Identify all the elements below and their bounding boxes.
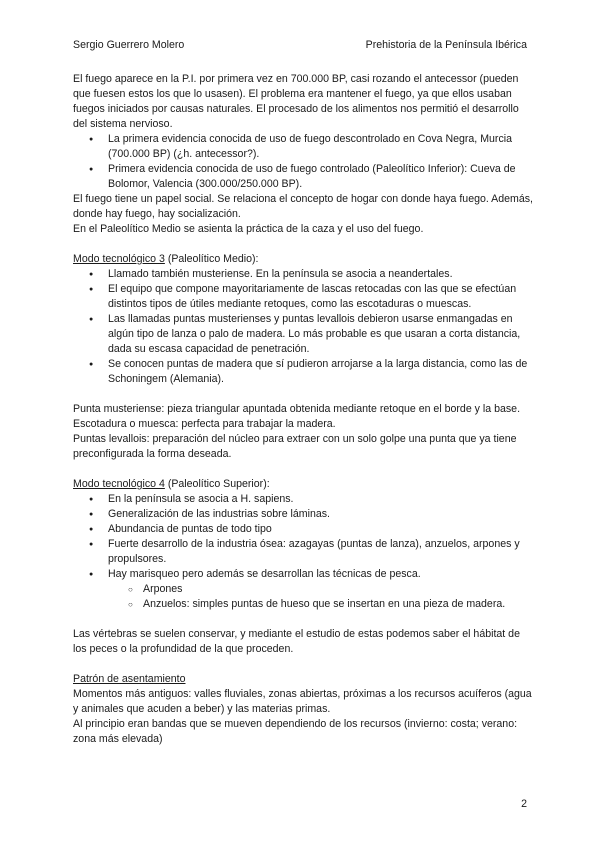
list-item: ● Las llamadas puntas musterienses y puntas levallois debieron usarse enmangadas en algún tipo de lanza o palo de madera. Lo más probable es que usaran a corta distancia, dada su escasa capacidad de penetración.	[73, 312, 535, 357]
mode4-bullet-list	[73, 492, 535, 582]
sub-list-item: ○ Anzuelos: simples puntas de hueso que se insertan en una pieza de madera.	[73, 597, 535, 612]
mode3-period: (Paleolítico Medio):	[164, 253, 259, 265]
fire-intro: El fuego aparece en la P.I. por primera vez en 700.000 BP, casi rozando el antecessor (pueden que fuesen estos los que lo usasen). El problema era mantener el fuego, ya que ellos usaban fuegos iniciados por causas naturales. El procesado de los alimentos nos permitió el desarrollo del sistema nervioso.	[73, 73, 519, 130]
mode4-sub-bullet-list	[73, 582, 535, 612]
list-item: ● Fuerte desarrollo de la industria ósea: azagayas (puntas de lanza), anzuelos, arpones y propulsores.	[73, 537, 535, 567]
settlement-p2: Al principio eran bandas que se mueven dependiendo de los recursos (invierno: costa; verano: zona más elevada)	[73, 718, 518, 745]
fire-middle-paleolithic: En el Paleolítico Medio se asienta la práctica de la caza y el uso del fuego.	[73, 223, 424, 235]
page-content	[73, 72, 535, 747]
definition-escotadura: Escotadura o muesca: perfecta para trabajar la madera.	[73, 418, 336, 430]
settlement-heading-line	[73, 672, 535, 687]
list-item: ● En la península se asocia a H. sapiens.	[73, 492, 535, 507]
mode4-heading-line	[73, 477, 535, 492]
list-item: ● Hay marisqueo pero además se desarrollan las técnicas de pesca.	[73, 567, 535, 582]
header-author: Sergio Guerrero Molero	[73, 39, 185, 51]
header-title: Prehistoria de la Península Ibérica	[365, 39, 527, 51]
mode3-heading-line	[73, 252, 535, 267]
mode4-period: (Paleolítico Superior):	[164, 478, 270, 490]
page-number: 2	[521, 798, 527, 810]
vertebrae-paragraph: Las vértebras se suelen conservar, y mediante el estudio de estas podemos saber el hábitat de los peces o la profundidad de la que proceden.	[73, 628, 520, 655]
list-item: ● Generalización de las industrias sobre láminas.	[73, 507, 535, 522]
settlement-heading: Patrón de asentamiento	[73, 673, 186, 685]
settlement-p1: Momentos más antiguos: valles fluviales, zonas abiertas, próximas a los recursos acuíferos (agua y animales que acuden a beber) y las materias primas.	[73, 688, 532, 715]
list-item: ● Abundancia de puntas de todo tipo	[73, 522, 535, 537]
mode3-heading: Modo tecnológico 3	[73, 253, 165, 265]
list-item: ● El equipo que compone mayoritariamente de lascas retocadas con las que se efectúan distintos tipos de útiles mediante retoques, como las escotaduras o muescas.	[73, 282, 535, 312]
fire-social: El fuego tiene un papel social. Se relaciona el concepto de hogar con donde haya fuego. Además, donde hay fuego, hay socialización.	[73, 193, 533, 220]
definition-levallois: Puntas levallois: preparación del núcleo para extraer con un solo golpe una punta que ya tiene preconfigurada la forma deseada.	[73, 433, 517, 460]
fire-bullet-list	[73, 132, 535, 192]
definition-musteriense: Punta musteriense: pieza triangular apuntada obtenida mediante retoque en el borde y la base.	[73, 403, 521, 415]
mode3-bullet-list	[73, 267, 535, 387]
list-item: ● Primera evidencia conocida de uso de fuego controlado (Paleolítico Inferior): Cueva de Bolomor, Valencia (300.000/250.000 BP).	[73, 162, 535, 192]
sub-list-item: ○ Arpones	[73, 582, 535, 597]
list-item: ● Se conocen puntas de madera que sí pudieron arrojarse a la larga distancia, como las de Schoningem (Alemania).	[73, 357, 535, 387]
list-item: ● La primera evidencia conocida de uso de fuego descontrolado en Cova Negra, Murcia (700.000 BP) (¿h. antecessor?).	[73, 132, 535, 162]
mode4-heading: Modo tecnológico 4	[73, 478, 165, 490]
list-item: ● Llamado también musteriense. En la península se asocia a neandertales.	[73, 267, 535, 282]
